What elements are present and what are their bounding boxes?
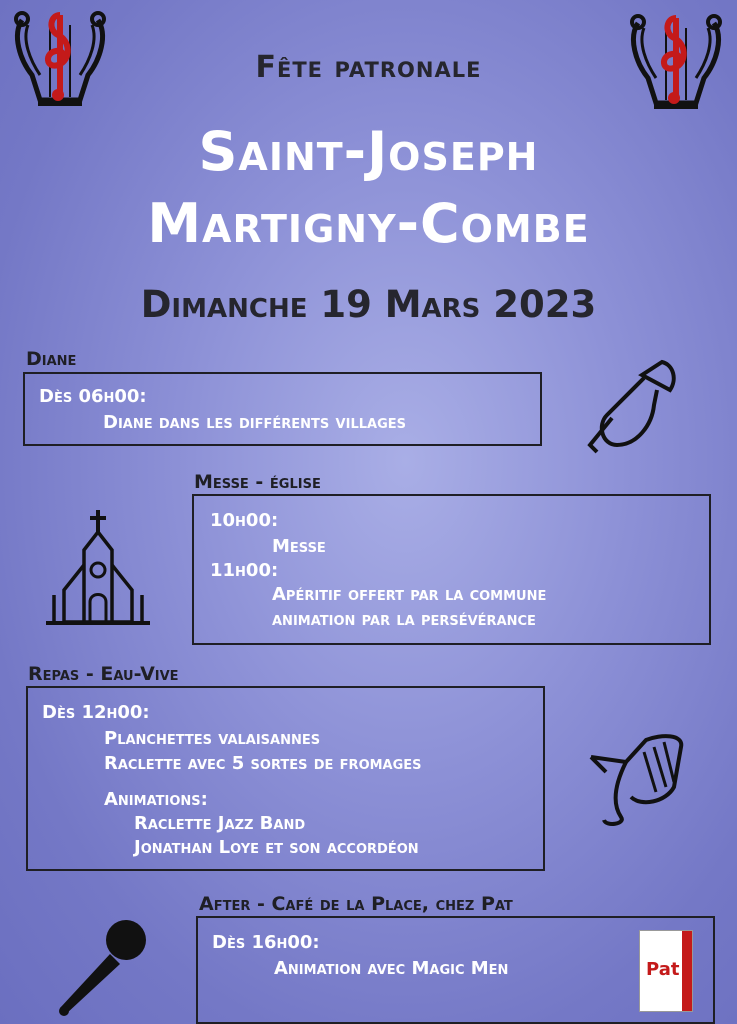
event-title-line2: Martigny-Combe	[147, 192, 590, 255]
section-label-messe: Messe - église	[194, 471, 321, 493]
microphone-icon	[50, 918, 150, 1018]
messe-line-2b: animation par la persévérance	[272, 609, 536, 630]
event-title-line1: Saint-Joseph	[198, 120, 539, 183]
messe-time-1: 10h00:	[210, 510, 279, 531]
event-date: Dimanche 19 Mars 2023	[140, 283, 597, 326]
messe-line-1: Messe	[272, 536, 326, 557]
repas-line-2: Raclette avec 5 sortes de fromages	[104, 753, 422, 774]
diane-line: Diane dans les différents villages	[103, 412, 406, 433]
repas-anim-line-1: Raclette Jazz Band	[134, 813, 306, 834]
section-box-messe	[192, 494, 711, 645]
section-box-after	[196, 916, 715, 1024]
raclette-icon	[586, 732, 686, 832]
repas-time: Dès 12h00:	[42, 702, 150, 723]
church-icon	[44, 510, 154, 628]
messe-time-2: 11h00:	[210, 560, 279, 581]
repas-anim-label: Animations:	[104, 789, 208, 810]
section-box-diane	[23, 372, 542, 446]
section-label-repas: Repas - Eau-Vive	[28, 663, 179, 685]
after-line: Animation avec Magic Men	[274, 958, 509, 979]
section-label-after: After - Café de la Place, chez Pat	[199, 893, 513, 915]
section-label-diane: Diane	[26, 348, 77, 370]
repas-anim-line-2: Jonathan Loye et son accordéon	[134, 837, 419, 858]
cafe-logo	[639, 930, 693, 1012]
repas-line-1: Planchettes valaisannes	[104, 728, 321, 749]
cafe-logo-text: Pat	[646, 959, 680, 980]
section-box-repas	[26, 686, 545, 871]
after-time: Dès 16h00:	[212, 932, 320, 953]
messe-line-2a: Apéritif offert par la commune	[272, 584, 547, 605]
diane-time: Dès 06h00:	[39, 386, 147, 407]
trumpet-icon	[582, 360, 682, 460]
event-subtitle: Fête patronale	[255, 50, 482, 85]
